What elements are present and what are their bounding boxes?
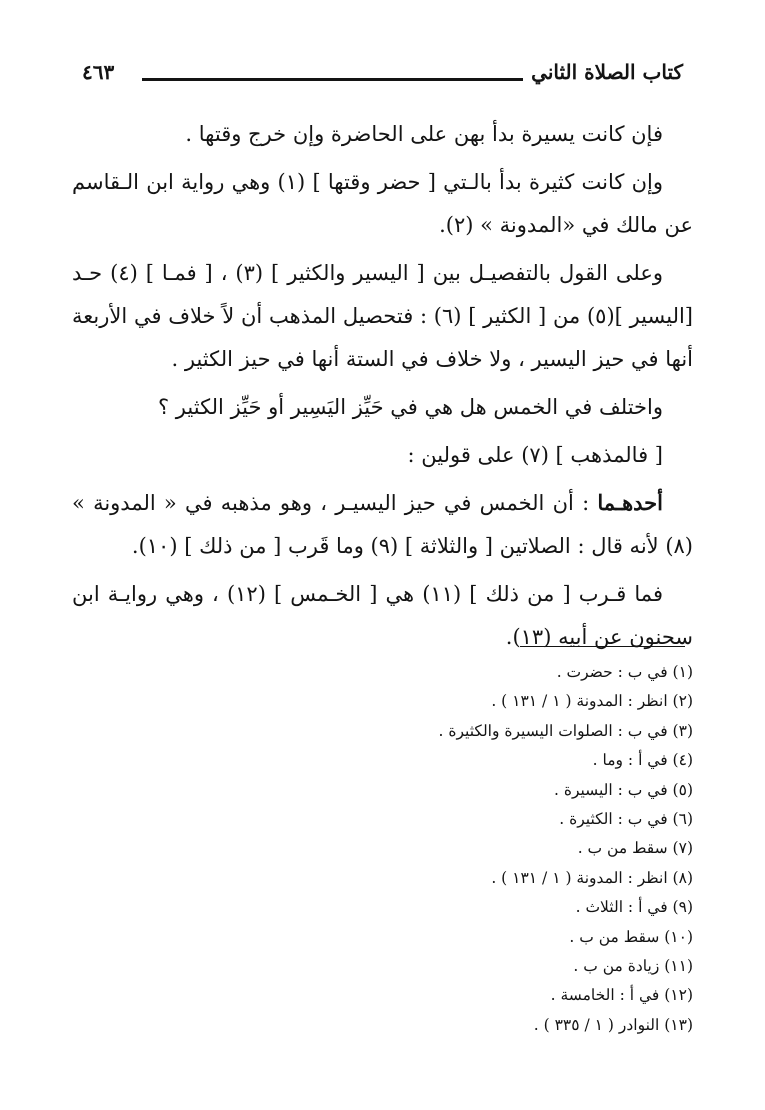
footnote: (٥) في ب : اليسيرة . <box>553 780 693 799</box>
footnote: (١) في ب : حضرت . <box>556 663 693 681</box>
paragraph-text: فإن كانت يسيرة بدأ بهن على الحاضرة وإن خرج وقتها . <box>185 122 663 146</box>
footnotes-list <box>72 658 693 1040</box>
header-rule <box>142 78 523 81</box>
footnote: (١١) زيادة من ب . <box>573 957 693 976</box>
footnote: (١٠) سقط من ب . <box>569 927 693 946</box>
footnote: (٩) في أ : الثلاث . <box>575 898 693 917</box>
paragraph <box>72 160 693 247</box>
footnote: (٢) انظر : المدونة ( ١ / ١٣١ ) . <box>491 692 693 711</box>
footnote: (١٣) النوادر ( ١ / ٣٣٥ ) . <box>533 1015 693 1034</box>
footnote-separator <box>520 646 685 647</box>
paragraph <box>72 433 693 477</box>
main-text <box>72 112 693 663</box>
page-number: ٤٦٣ <box>82 60 115 84</box>
footnote: (٣) في ب : الصلوات اليسيرة والكثيرة . <box>438 721 693 740</box>
paragraph-text: وإن كانت كثيرة بدأ بالـتي [ حضر وقتها ] (١) وهي رواية ابن الـقاسم عن مالك في «المدونة » (٢). <box>72 170 693 237</box>
footnote: (٧) سقط من ب . <box>577 839 693 858</box>
running-title: كتاب الصلاة الثاني <box>531 60 683 84</box>
paragraph-lead: أحدهـما <box>597 490 663 515</box>
footnote: (٨) انظر : المدونة ( ١ / ١٣١ ) . <box>491 868 693 887</box>
paragraph-text: وعلى القول بالتفصيـل بين [ اليسير والكثير ] (٣) ، [ فمـا ] (٤) حـد [اليسير ](٥) من [ الكثير ] (٦) : فتحصيل المذهب أن لاً خلاف في الأربعة أنها في حيز اليسير ، ولا خلاف في الستة أنها في حيز الكثير . <box>72 261 693 371</box>
paragraph <box>72 112 693 156</box>
paragraph-text: فما قـرب [ من ذلك ] (١١) هي [ الخـمس ] (١٢) ، وهي روايـة ابن سحنون عن أبيه (١٣). <box>72 582 693 649</box>
paragraph-text: [ فالمذهب ] (٧) على قولين : <box>407 443 663 467</box>
paragraph-text: : أن الخمس في حيز اليسيـر ، وهو مذهبه في « المدونة » (٨) لأنه قال : الصلاتين [ والثلاثة ] (٩) وما قَرب [ من ذلك ] (١٠). <box>72 491 693 558</box>
paragraph-text: واختلف في الخمس هل هي في حَيِّز اليَسِير أو حَيِّز الكثير ؟ <box>157 395 663 419</box>
paragraph <box>72 251 693 381</box>
paragraph <box>72 481 693 568</box>
footnote: (٤) في أ : وما . <box>592 751 693 770</box>
footnote: (١٢) في أ : الخامسة . <box>550 986 693 1005</box>
footnote: (٦) في ب : الكثيرة . <box>559 810 693 829</box>
page-header <box>82 58 683 94</box>
paragraph <box>72 385 693 429</box>
